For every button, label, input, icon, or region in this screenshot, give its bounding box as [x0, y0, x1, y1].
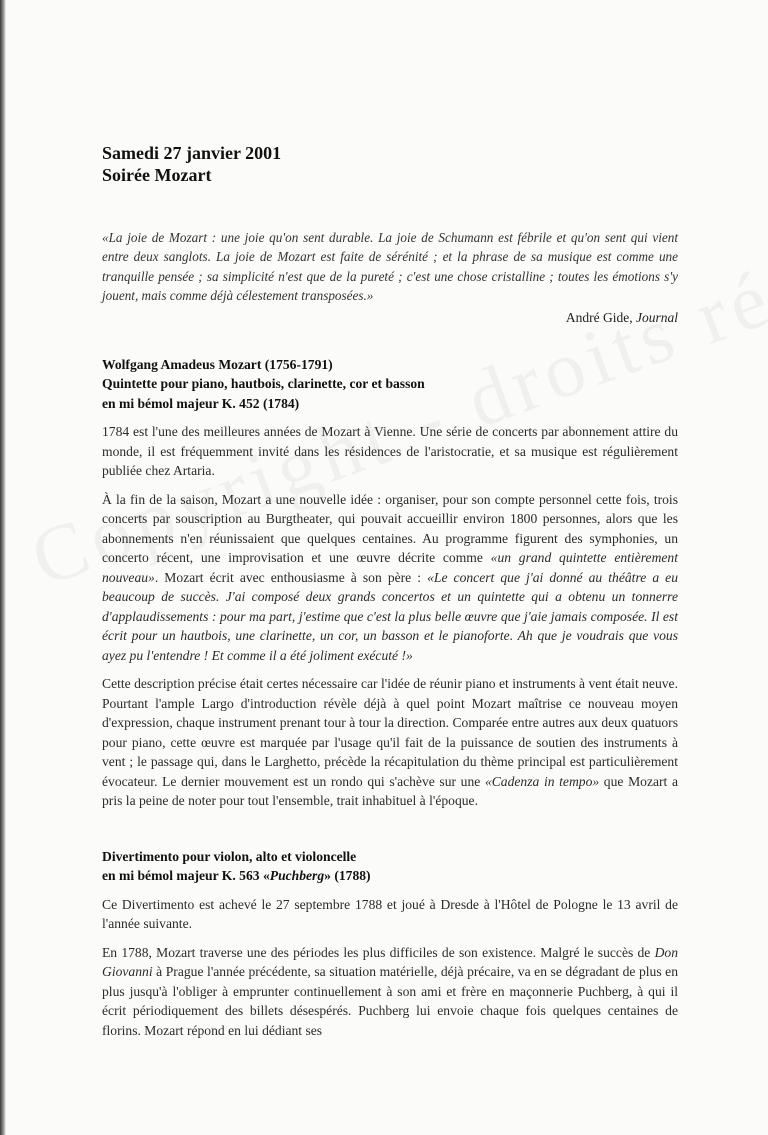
scan-edge: [0, 0, 6, 1135]
work2-heading: [102, 847, 678, 886]
page-content: [102, 142, 678, 1040]
epigraph-attribution: [102, 308, 678, 327]
epigraph-author: André Gide,: [565, 309, 633, 325]
quoted-text: «Cadenza in tempo»: [484, 773, 600, 789]
work1-heading: [102, 355, 678, 414]
quoted-text: «un grand quintette entièrement nouveau»: [102, 550, 678, 585]
work1-paragraph-3: [102, 674, 678, 811]
work-nickname: Puchberg: [269, 868, 325, 884]
work1-composer: Wolfgang Amadeus Mozart (1756-1791): [102, 356, 333, 372]
text-run: Cette description précise était certes nécessaire car l'idée de réunir piano et instruments à vent était neuve. Pourtant l'ample Largo d'introduction révèle déjà à quel point Mozart maîtrise ce nouveau moyen d'expression, chaque instrument prenant tour à tour la direction. Comparée entre autres aux deux quatuors pour piano, cette œuvre est marquée par l'usage qu'il fait de la puissance de soutien des instruments à vent ; le passage qui, dans le Larghetto, précède la récapitulation du thème principal est particulièrement évocateur. Le dernier mouvement est un rondo qui s'achève sur une: [102, 676, 678, 789]
text-run: En 1788, Mozart traverse une des périodes les plus difficiles de son existence. Malgré le succès de: [102, 944, 655, 960]
quoted-letter: «Le concert que j'ai donné au théâtre a eu beaucoup de succès. J'ai composé deux grands concertos et un quintette qui a obtenu un tonnerre d'applaudissements : pour ma part, j'estime que c'est la plus belle œuvre que j'aie jamais composée. Il est écrit pour un hautbois, une clarinette, un cor, un basson et le pianoforte. Ah que je voudrais que vous ayez pu l'entendre ! Et comme il a été joliment exécuté !»: [102, 569, 678, 663]
epigraph-quote: «La joie de Mozart : une joie qu'on sent durable. La joie de Schumann est fébrile et qu'on sent qui vient entre deux sanglots. La joie de Mozart est faite de sérénité ; et la phrase de sa musique est comme une tranquille pensée ; sa simplicité n'est que de la pureté ; c'est une chose cristalline ; toutes les émotions s'y jouent, mais comme déjà célestement transposées.»: [102, 230, 678, 304]
work2-paragraph-1: Ce Divertimento est achevé le 27 septembre 1788 et joué à Dresde à l'Hôtel de Pologne le 13 avril de l'année suivante.: [102, 896, 678, 932]
text-run: que Mozart a pris la peine de noter pour tout l'ensemble, trait inhabituel à l'époque.: [102, 773, 678, 809]
work2-title-line1: Divertimento pour violon, alto et violoncelle: [102, 848, 357, 864]
concert-date: Samedi 27 janvier 2001: [102, 143, 282, 163]
text-run: À la fin de la saison, Mozart a une nouvelle idée : organiser, pour son compte personnel cette fois, trois concerts par souscription au Burgtheater, qui pouvait accueillir environ 1800 personnes, alors que les abonnements n'en réunissaient que quelques centaines. Au programme figurent des symphonies, un concerto récent, une improvisation et une œuvre décrite comme: [102, 491, 678, 566]
opera-title: Don Giovanni: [102, 944, 678, 980]
text-run: » (1788): [324, 868, 371, 884]
epigraph-source: Journal: [636, 309, 678, 325]
work1-title-line2: en mi bémol majeur K. 452 (1784): [102, 395, 300, 411]
work1-paragraph-1: 1784 est l'une des meilleures années de Mozart à Vienne. Une série de concerts par abonnement attire du monde, il est fréquemment invité dans les résidences de l'aristocratie, et sa musique est régulièrement publiée chez Artaria.: [102, 424, 678, 479]
work1-title-line1: Quintette pour piano, hautbois, clarinette, cor et basson: [102, 376, 425, 392]
text-run: . Mozart écrit avec enthousiasme à son père :: [154, 569, 428, 585]
concert-title: Soirée Mozart: [102, 165, 212, 185]
work2-title-line2: [102, 866, 678, 886]
work1-paragraph-2: [102, 490, 678, 666]
work2-paragraph-2: [102, 943, 678, 1041]
text-run: à Prague l'année précédente, sa situation matérielle, déjà précaire, va en se dégradant de plus en plus jusqu'à l'obliger à emprunter continuellement à son ami et frère en maçonnerie Puchberg, à qui il écrit périodiquement des billets désespérés. Puchberg lui envoie chaque fois quelques centaines de florins. Mozart répond en lui dédiant ses: [102, 964, 678, 1038]
text-run: en mi bémol majeur K. 563 «: [102, 868, 270, 884]
